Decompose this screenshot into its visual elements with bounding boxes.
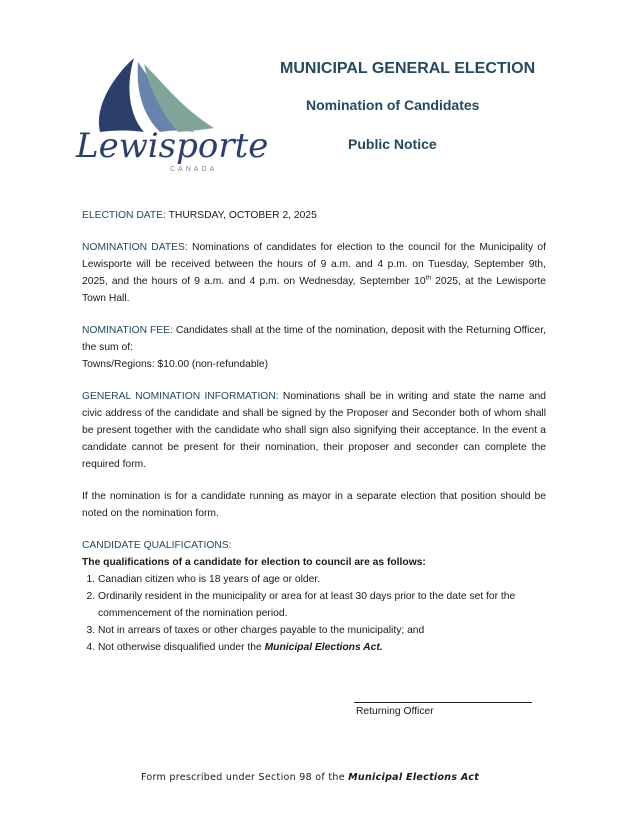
page-subtitle: Nomination of Candidates: [306, 97, 480, 113]
election-date-label: ELECTION DATE:: [82, 210, 166, 221]
signature-line: [354, 702, 532, 703]
nomination-fee-label: NOMINATION FEE:: [82, 325, 173, 336]
nomination-dates-text-2: 2025, at the Lewisporte Town Hall.: [82, 276, 546, 304]
qualification-4-text: Not otherwise disqualified under the: [98, 642, 265, 653]
qualifications-section: [82, 537, 546, 656]
logo-wordmark: Lewisporte: [76, 126, 269, 166]
notice-body: [82, 207, 546, 656]
page-title: MUNICIPAL GENERAL ELECTION: [280, 60, 536, 77]
nomination-fee-paragraph: [82, 322, 546, 373]
nomination-dates-sup: th: [425, 274, 431, 282]
general-info-text: Nominations shall be in writing and state the name and civic address of the candidate and shall be signed by the Proposer and Seconder both of whom shall be present together with the candidate who shall sign also signifying their acceptance. In the event a candidate cannot be present for their nomination, their proposer and seconder can complete the required form.: [82, 391, 546, 470]
list-item: [98, 639, 546, 656]
list-item: 2. Ordinarily resident in the municipality or area for at least 30 days prior to the date set for the commencement of the nomination period.: [98, 588, 546, 622]
lewisporte-logo: [74, 56, 269, 178]
municipal-elections-act-ref: Municipal Elections Act.: [264, 642, 383, 653]
mayor-note-paragraph: If the nomination is for a candidate running as mayor in a separate election that position should be noted on the nomination form.: [82, 491, 546, 519]
qualifications-intro: The qualifications of a candidate for election to council are as follows:: [82, 557, 426, 568]
election-date-value: THURSDAY, OCTOBER 2, 2025: [165, 210, 317, 221]
general-info-paragraph: [82, 388, 546, 473]
nomination-dates-label: NOMINATION DATES:: [82, 242, 188, 253]
list-item: 1. Canadian citizen who is 18 years of age or older.: [98, 571, 546, 588]
footer-text: Form prescribed under Section 98 of the: [140, 772, 349, 783]
notice-heading: Public Notice: [348, 136, 437, 152]
list-item: 3. Not in arrears of taxes or other charges payable to the municipality; and: [98, 622, 546, 639]
general-info-label: GENERAL NOMINATION INFORMATION:: [82, 391, 279, 402]
qualifications-heading: CANDIDATE QUALIFICATIONS:: [82, 540, 232, 551]
returning-officer-label: Returning Officer: [356, 706, 434, 717]
election-date-paragraph: [82, 207, 546, 224]
qualifications-list: [82, 571, 546, 656]
nomination-fee-text: Candidates shall at the time of the nomination, deposit with the Returning Officer, the sum of:: [82, 325, 546, 353]
footer-act: Municipal Elections Act: [348, 772, 480, 783]
logo-subtitle: CANADA: [170, 166, 218, 173]
sail-logo-icon: [74, 56, 234, 136]
nomination-fee-amount: Towns/Regions: $10.00 (non-refundable): [82, 359, 269, 370]
nomination-dates-text-1: Nominations of candidates for election to the council for the Municipality of Lewisporte will be received between the hours of 9 a.m. and 4 p.m. on Tuesday, September 9th, 2025, and the hours of 9 a.m. and 4 p.m. on Wednesday, September 10: [82, 242, 546, 287]
footer-note: [0, 772, 620, 783]
nomination-dates-paragraph: [82, 239, 546, 307]
